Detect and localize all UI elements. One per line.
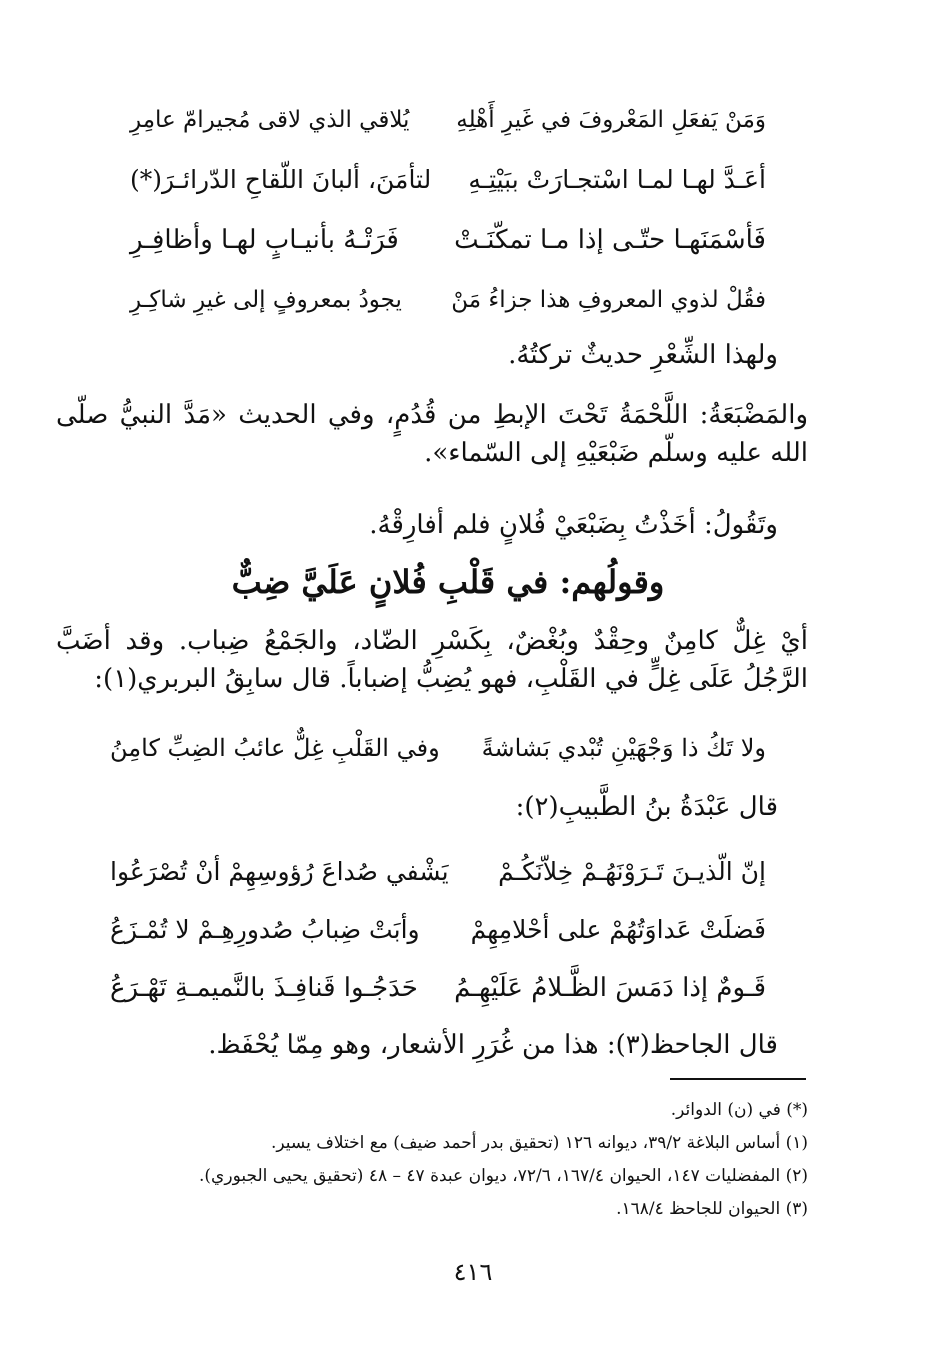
section-heading: وقولُهم: في قَلْبِ فُلانٍ عَلَيَّ ضِبٌّ: [231, 563, 665, 601]
verse-first-hemistich: فَأسْمَنَهـا حتّـى إذا مـا تمكّنَـتْ: [454, 225, 766, 255]
prose-paragraph: أيْ غِلٌّ كامِنٌ وحِقْدٌ وبُغْضٌ، بِكَسْرِ الضّاد، والجَمْعُ ضِباب. وقد أضَبَّ الرَّجُلُ عَلَى غِلٍّ في القَلْبِ، فهو يُضِبُّ إضباباً. قال سابِقُ البربري(١):: [56, 626, 808, 694]
verse-first-hemistich: وَمَنْ يَفعَلِ المَعْروفَ في غَيرِ أَهْلِهِ: [456, 107, 766, 133]
poem-verse-2: [130, 154, 766, 206]
verse-second-hemistich: وأبَتْ ضِبابُ صُدورِهِـمْ لا تُمْـزَعُ: [110, 915, 420, 944]
verse-second-hemistich: وفي القَلْبِ غِلٌّ عائبُ الضِبِّ كامِنُ: [110, 734, 440, 762]
poem-verse-3: [130, 214, 766, 266]
prose-paragraph: قال عَبْدَةُ بنُ الطَّبيبِ(٢):: [515, 792, 778, 822]
prose-paragraph: قال الجاحظ(٣): هذا من غُرَرِ الأشعار، وهو مِمّا يُحْفَظ.: [208, 1030, 778, 1060]
poem-verse-1: [130, 94, 766, 146]
footnote-separator: [670, 1078, 806, 1080]
footnote: (٢) المفضليات ١٤٧، الحيوان ١٦٧/٤، ٧٢/٦، ديوان عبدة ٤٧ – ٤٨ (تحقيق يحيى الجبوري).: [199, 1166, 808, 1186]
poem-verse-1: [110, 846, 766, 898]
footnote: (١) أساس البلاغة ٣٩/٢، ديوانه ١٢٦ (تحقيق بدر أحمد ضيف) مع اختلاف يسير.: [270, 1133, 808, 1153]
verse-second-hemistich: حَدَجُـوا قَنافِـذَ بالنَّميمـةِ تَهْـرَعُ: [110, 973, 418, 1003]
verse-first-hemistich: قَـومٌ إذا دَمَسَ الظَّـلامُ عَلَيْهِـمُ: [454, 973, 766, 1003]
poem-verse-single: [110, 722, 766, 774]
prose-paragraph: وتَقُولُ: أخَذْتُ بِضَبْعَيْ فُلانٍ فلم أفارِقْهُ.: [369, 510, 778, 540]
footnote: (٣) الحيوان للجاحظ ١٦٨/٤.: [616, 1199, 808, 1219]
footnote: (*) في (ن) الدوائر.: [670, 1100, 808, 1120]
prose-paragraph: والمَضْبَعَةُ: اللَّحْمَةُ تَحْتَ الإبطِ من قُدُمٍ، وفي الحديث «مَدَّ النبيُّ صلّى الله عليه وسلّم ضَبْعَيْهِ إلى السّماء».: [56, 400, 808, 468]
verse-first-hemistich: فَضلَتْ عَداوَتُهُمْ على أحْلامِهِمْ: [470, 915, 766, 944]
footnotes: [108, 1094, 808, 1226]
verse-second-hemistich: يجودُ بمعروفٍ إلى غيرِ شاكِـرِ: [130, 287, 402, 313]
verse-second-hemistich: يَشْفي صُداعَ رُؤوسِهِمْ أنْ تُصْرَعُوا: [110, 857, 449, 886]
verse-first-hemistich: ولا تَكُ ذا وَجْهَيْنِ تُبْدي بَشاشةً: [481, 734, 766, 762]
verse-second-hemistich: فَرَتْـهُ بأنيـابٍ لهـا وأظافِـرِ: [130, 225, 399, 255]
verse-first-hemistich: فقُلْ لذوي المعروفِ هذا جزاءُ مَنْ: [451, 287, 766, 313]
verse-first-hemistich: إنّ الّذيـنَ تَـرَوْنَهُـمْ خِلاّنَكُـمْ: [498, 857, 766, 886]
verse-second-hemistich: لتأمَنَ، ألبانَ اللّقاحِ الدّرائـرَ(*): [130, 165, 432, 194]
poem-verse-2: [110, 904, 766, 956]
poem-verse-3: [110, 962, 766, 1014]
verse-first-hemistich: أعَـدَّ لهـا لمـا اسْتجـارَتْ ببَيْتِـهِ: [468, 165, 766, 194]
poem-verse-4: [130, 274, 766, 326]
page-number: ٤١٦: [453, 1258, 493, 1286]
prose-paragraph: ولهذا الشِّعْرِ حديثٌ تركتُهُ.: [508, 340, 778, 370]
verse-second-hemistich: يُلاقي الذي لاقى مُجيرامّ عامِرِ: [130, 107, 410, 133]
